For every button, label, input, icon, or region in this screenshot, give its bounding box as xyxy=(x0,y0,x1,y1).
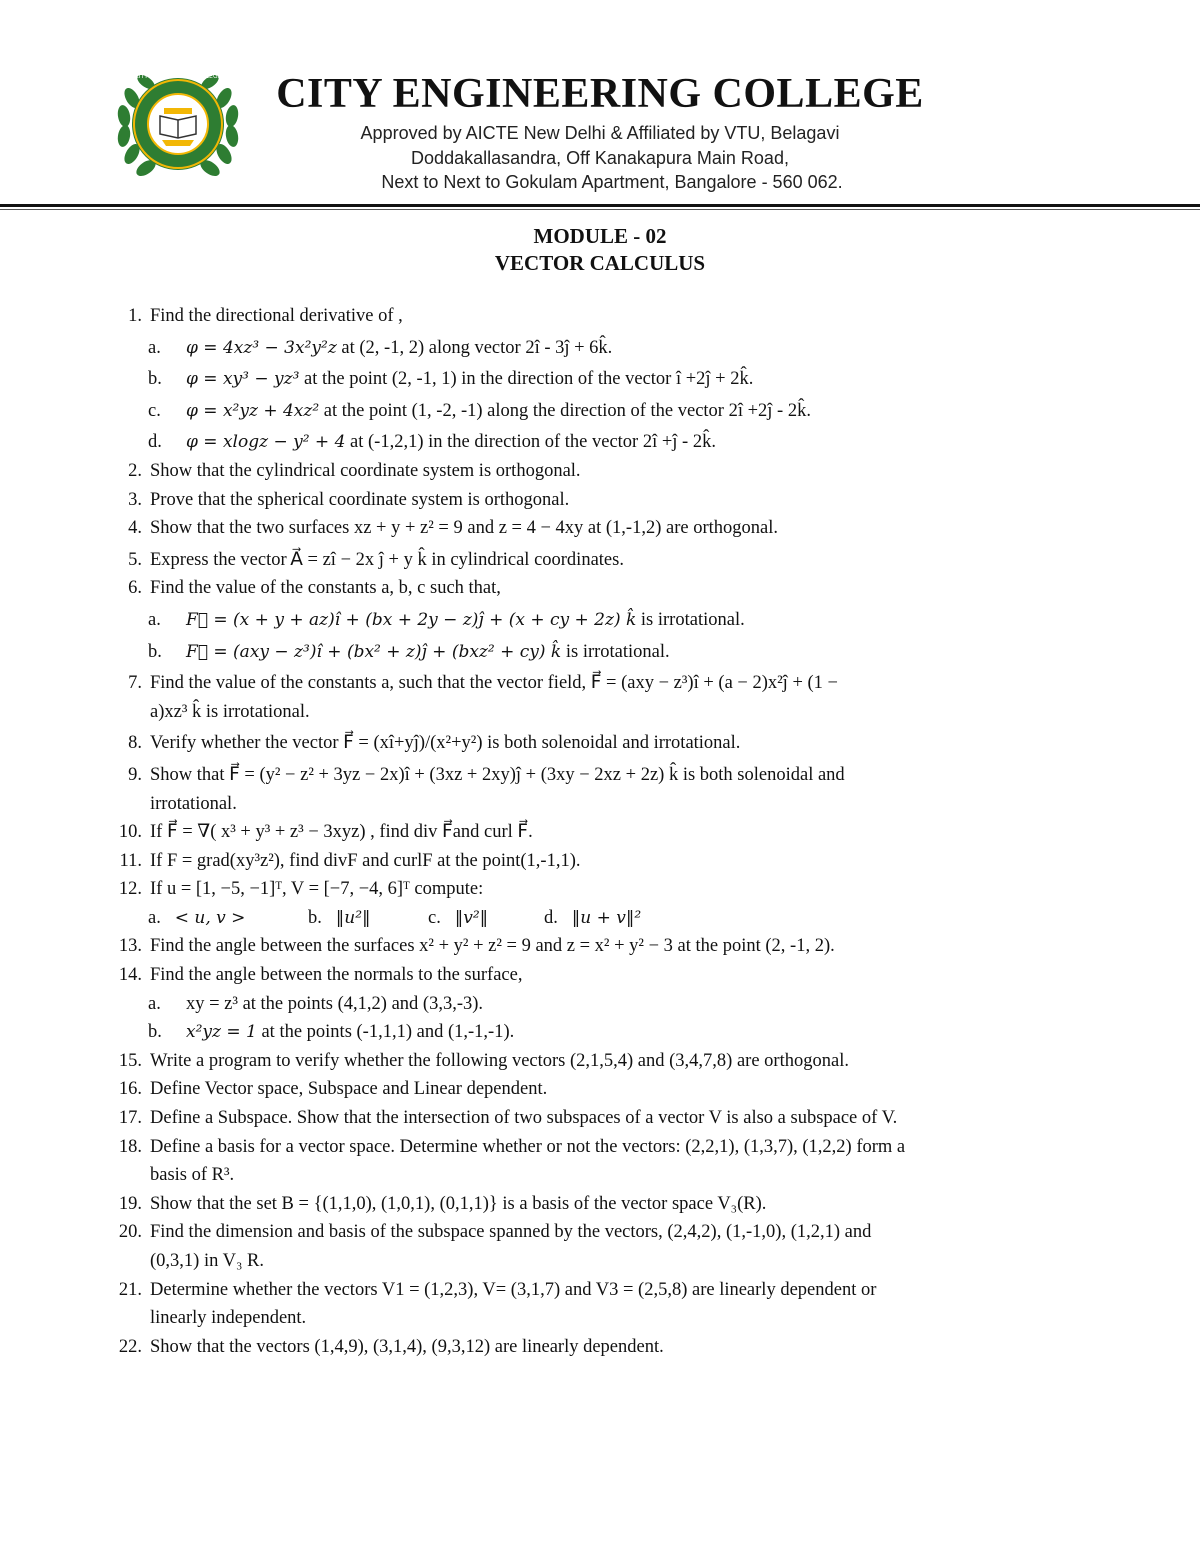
module-title: VECTOR CALCULUS xyxy=(494,251,706,275)
sub-math: φ = xy³ − yz³ xyxy=(186,369,300,390)
question-number: 19. xyxy=(118,1193,142,1214)
sub-text: xy = z³ at the points (4,1,2) and (3,3,-3). xyxy=(186,993,484,1014)
question-number: 14. xyxy=(118,965,142,986)
sub-question xyxy=(112,990,1052,1019)
sub-label: a. xyxy=(148,337,161,358)
question-number: 6. xyxy=(128,578,142,599)
sub-label: d. xyxy=(148,432,162,453)
approval-line: Approved by AICTE New Delhi & Affiliated by VTU, Belagavi xyxy=(360,123,840,143)
sub-question xyxy=(112,606,1052,635)
sub-item xyxy=(544,904,641,933)
question-number: 7. xyxy=(128,673,142,694)
question-text: If F = grad(xy³z²), find divF and curlF at the point(1,-1,1). xyxy=(150,850,581,871)
question-7 xyxy=(112,669,1052,726)
sub-text: at the point (1, -2, -1) along the direction of the vector 2î +2ĵ - 2k̂. xyxy=(319,400,811,421)
sub-question xyxy=(112,397,1052,426)
question-text: Define a Subspace. Show that the intersection of two subspaces of a vector V is also a subspace of V. xyxy=(150,1108,898,1129)
question-number: 18. xyxy=(118,1136,142,1157)
question-text-continued: (0,3,1) in V₃ R. xyxy=(150,1251,265,1271)
question-number: 3. xyxy=(128,489,142,510)
sub-label: a. xyxy=(148,907,161,928)
question-text-continued: irrotational. xyxy=(150,793,237,814)
question-3 xyxy=(112,486,1052,515)
question-number: 5. xyxy=(128,549,142,570)
question-number: 21. xyxy=(118,1279,142,1300)
question-text: Define Vector space, Subspace and Linear dependent. xyxy=(150,1079,548,1100)
address-line-2: Next to Next to Gokulam Apartment, Bangalore - 560 062. xyxy=(381,172,843,192)
logo-text: CITY ENGINEERING COLLEGE xyxy=(134,73,222,80)
sub-label: c. xyxy=(148,400,161,421)
question-text: Show that the two surfaces xz + y + z² = 9 and z = 4 − 4xy at (1,-1,2) are orthogonal. xyxy=(150,518,778,539)
sub-math: ‖u²‖ xyxy=(335,907,371,928)
sub-math: ‖u + v‖² xyxy=(571,907,642,928)
page-header xyxy=(0,0,1200,215)
sub-label: a. xyxy=(148,993,161,1014)
sub-text: at the point (2, -1, 1) in the direction of the vector î +2ĵ + 2k̂. xyxy=(299,369,754,390)
sub-label: b. xyxy=(308,907,322,928)
question-number: 22. xyxy=(118,1336,142,1357)
question-text-continued: basis of R³. xyxy=(150,1165,235,1186)
sub-label: b. xyxy=(148,1022,162,1043)
question-text: Define a basis for a vector space. Determine whether or not the vectors: (2,2,1), (1,3,7), (1,2,2) form a xyxy=(150,1136,906,1157)
sub-question xyxy=(112,638,1052,667)
question-text: Find the directional derivative of , xyxy=(150,306,403,326)
sub-question xyxy=(112,1018,1052,1047)
question-list xyxy=(112,302,1052,1361)
question-12 xyxy=(112,875,1052,904)
sub-math: ‖v²‖ xyxy=(454,907,489,928)
question-number: 9. xyxy=(128,764,142,785)
question-13 xyxy=(112,932,1052,961)
sub-math: φ = xlogz − y² + 4 xyxy=(186,432,346,453)
question-text: Show that the vectors (1,4,9), (3,1,4), (9,3,12) are linearly dependent. xyxy=(150,1336,664,1357)
question-text: Show that F⃗ = (y² − z² + 3yz − 2x)î + (3xz + 2xy)ĵ + (3xy − 2xz + 2z) k̂ is both solenoidal and xyxy=(150,764,845,785)
question-17 xyxy=(112,1104,1052,1133)
sub-text: at (2, -1, 2) along vector 2î - 3ĵ + 6k̂. xyxy=(336,337,613,358)
header-divider xyxy=(0,204,1200,207)
address-line-1: Doddakallasandra, Off Kanakapura Main Road, xyxy=(411,148,789,168)
question-number: 11. xyxy=(119,850,142,871)
sub-question xyxy=(112,428,1052,457)
question-4 xyxy=(112,514,1052,543)
question-number: 17. xyxy=(118,1108,142,1129)
question-22 xyxy=(112,1333,1052,1362)
sub-text: at the points (-1,1,1) and (1,-1,-1). xyxy=(256,1022,515,1043)
sub-text: at (-1,2,1) in the direction of the vector 2î +ĵ - 2k̂. xyxy=(345,432,716,453)
question-number: 1. xyxy=(128,306,142,326)
sub-math: F⃗ = (x + y + az)î + (bx + 2y − z)ĵ + (x + cy + 2z) k̂ xyxy=(186,609,637,630)
svg-text:BANGALORE: BANGALORE xyxy=(159,171,197,178)
sub-label: b. xyxy=(148,641,162,662)
question-text: Show that the set B = {(1,1,0), (1,0,1), (0,1,1)} is a basis of the vector space V₃(R). xyxy=(150,1193,767,1214)
module-number: MODULE - 02 xyxy=(533,224,667,248)
question-21 xyxy=(112,1276,1052,1333)
sub-text: is irrotational. xyxy=(561,641,670,662)
sub-item xyxy=(148,904,308,933)
question-8 xyxy=(112,729,1052,758)
sub-label: b. xyxy=(148,369,162,390)
question-number: 15. xyxy=(118,1050,142,1071)
sub-text: is irrotational. xyxy=(636,609,745,630)
question-text: Write a program to verify whether the following vectors (2,1,5,4) and (3,4,7,8) are orthogonal. xyxy=(150,1050,849,1071)
sub-math: φ = 4xz³ − 3x²y²z xyxy=(186,337,337,358)
question-text: Find the dimension and basis of the subspace spanned by the vectors, (2,4,2), (1,-1,0), (1,2,1) and xyxy=(150,1222,872,1243)
sub-label: a. xyxy=(148,609,161,630)
question-text: Show that the cylindrical coordinate system is orthogonal. xyxy=(150,460,581,481)
question-text: Find the angle between the normals to the surface, xyxy=(150,965,523,986)
question-number: 20. xyxy=(118,1222,142,1243)
sub-math: x²yz = 1 xyxy=(186,1022,257,1043)
question-10 xyxy=(112,818,1052,847)
sub-question xyxy=(112,334,1052,363)
question-9 xyxy=(112,761,1052,818)
sub-math: F⃗ = (axy − z³)î + (bx² + z)ĵ + (bxz² + cy) k̂ xyxy=(186,641,562,662)
question-16 xyxy=(112,1075,1052,1104)
sub-item xyxy=(428,904,544,933)
question-number: 10. xyxy=(118,822,142,843)
question-number: 2. xyxy=(128,460,142,481)
question-18 xyxy=(112,1133,1052,1190)
question-text-continued: linearly independent. xyxy=(150,1308,307,1329)
question-1 xyxy=(112,302,1052,331)
question-6 xyxy=(112,574,1052,603)
question-number: 8. xyxy=(128,733,142,754)
question-text: Prove that the spherical coordinate system is orthogonal. xyxy=(150,489,570,510)
question-number: 12. xyxy=(118,879,142,900)
question-text: Determine whether the vectors V1 = (1,2,3), V= (3,1,7) and V3 = (2,5,8) are linearly dependent or xyxy=(150,1279,877,1300)
question-text: Verify whether the vector F⃗ = (xî+yĵ)/(x²+y²) is both solenoidal and irrotational. xyxy=(150,733,741,754)
sub-math: < u, v > xyxy=(174,907,246,928)
question-number: 4. xyxy=(128,518,142,539)
question-text: If u = [1, −5, −1]ᵀ, V = [−7, −4, 6]ᵀ compute: xyxy=(150,879,484,900)
question-number: 16. xyxy=(118,1079,142,1100)
question-text: Find the value of the constants a, such that the vector field, F⃗ = (axy − z³)î + (a − 2)x²ĵ + (1 − xyxy=(150,673,838,694)
sub-label: d. xyxy=(544,907,558,928)
question-14 xyxy=(112,961,1052,990)
sub-math: φ = x²yz + 4xz² xyxy=(186,400,320,421)
sub-question-row xyxy=(112,904,1052,933)
question-20 xyxy=(112,1218,1052,1275)
question-text-continued: a)xz³ k̂ is irrotational. xyxy=(150,701,310,722)
college-logo-icon xyxy=(112,58,244,190)
question-text: Find the angle between the surfaces x² + y² + z² = 9 and z = x² + y² − 3 at the point (2, -1, 2). xyxy=(150,936,835,957)
question-11 xyxy=(112,847,1052,876)
question-text: Express the vector A⃗ = zî − 2x ĵ + y k̂ in cylindrical coordinates. xyxy=(150,549,624,570)
question-text: If F⃗ = ∇( x³ + y³ + z³ − 3xyz) , find div F⃗and curl F⃗. xyxy=(150,822,533,843)
question-text: Find the value of the constants a, b, c such that, xyxy=(150,578,501,599)
college-name: CITY ENGINEERING COLLEGE xyxy=(276,71,924,117)
question-number: 13. xyxy=(118,936,142,957)
sub-item xyxy=(308,904,428,933)
header-divider-thin xyxy=(0,209,1200,210)
question-2 xyxy=(112,457,1052,486)
question-15 xyxy=(112,1047,1052,1076)
sub-label: c. xyxy=(428,907,441,928)
question-19 xyxy=(112,1190,1052,1219)
question-5 xyxy=(112,546,1052,575)
sub-question xyxy=(112,365,1052,394)
